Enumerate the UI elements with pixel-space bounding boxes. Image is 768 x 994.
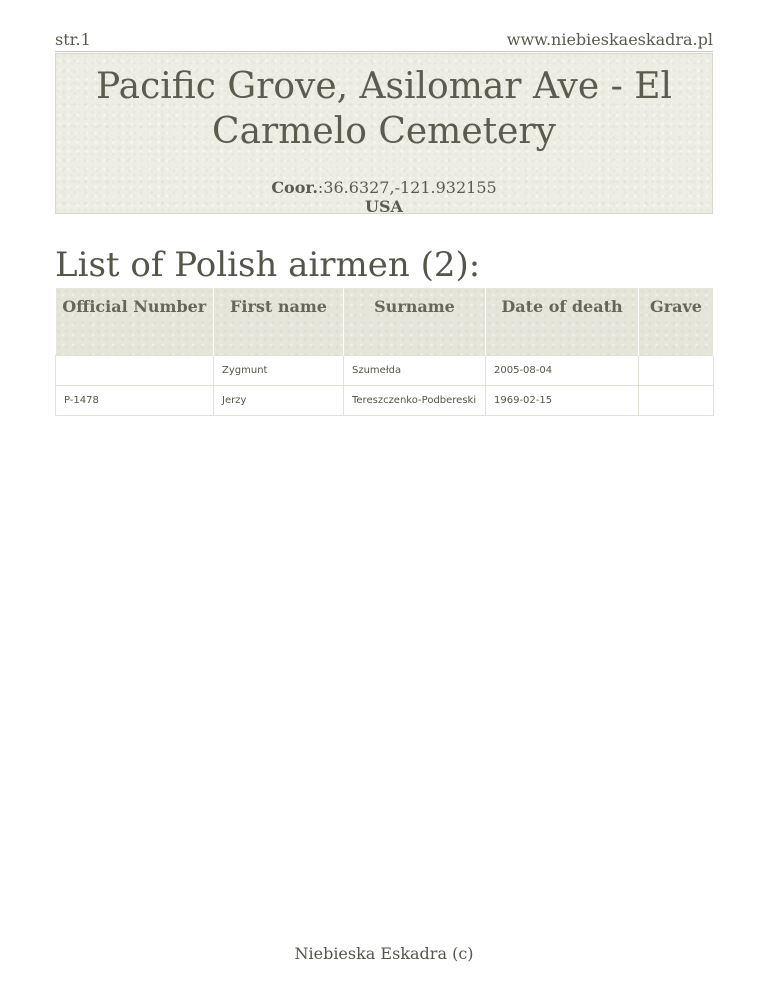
section-title: List of Polish airmen (2): xyxy=(55,245,481,285)
coordinates xyxy=(56,178,712,198)
site-url-link[interactable]: www.niebieskaeskadra.pl xyxy=(506,30,713,49)
cemetery-header xyxy=(55,53,713,214)
cell-official-number xyxy=(56,356,214,386)
cell-official-number: P-1478 xyxy=(56,386,214,416)
coordinates-label: Coor. xyxy=(271,178,318,197)
column-header-date-of-death: Date of death xyxy=(486,288,639,356)
top-divider xyxy=(55,51,713,52)
page-number: str.1 xyxy=(55,30,91,49)
cemetery-title: Pacific Grove, Asilomar Ave - El Carmelo Cemetery xyxy=(96,66,672,152)
footer-copyright: Niebieska Eskadra (c) xyxy=(294,944,474,963)
country: USA xyxy=(365,197,403,216)
cell-first-name: Jerzy xyxy=(214,386,344,416)
cell-surname: Tereszczenko-Podbereski xyxy=(344,386,486,416)
top-bar xyxy=(55,30,713,52)
table-row xyxy=(56,356,714,386)
column-header-surname: Surname xyxy=(344,288,486,356)
table-row xyxy=(56,386,714,416)
table-header-row xyxy=(56,288,714,356)
cell-date-of-death: 1969-02-15 xyxy=(486,386,639,416)
coordinates-value: :36.6327,-121.932155 xyxy=(317,178,497,197)
airmen-table xyxy=(55,288,714,416)
column-header-first-name: First name xyxy=(214,288,344,356)
cell-grave xyxy=(639,386,714,416)
cell-date-of-death: 2005-08-04 xyxy=(486,356,639,386)
cell-grave xyxy=(639,356,714,386)
column-header-official-number: Official Number xyxy=(56,288,214,356)
cell-first-name: Zygmunt xyxy=(214,356,344,386)
cell-surname: Szumełda xyxy=(344,356,486,386)
column-header-grave: Grave xyxy=(639,288,714,356)
